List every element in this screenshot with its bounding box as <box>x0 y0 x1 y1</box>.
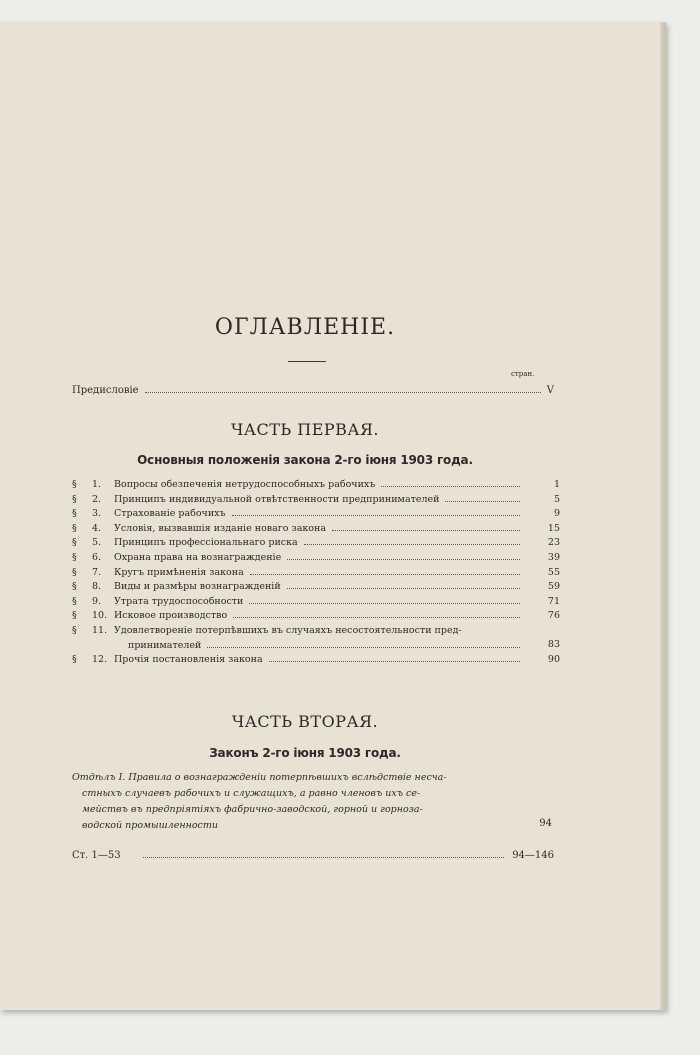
toc-page: 83 <box>547 639 560 651</box>
toc-item <box>72 522 560 537</box>
toc-page: 55 <box>547 566 560 578</box>
toc-item <box>72 653 560 668</box>
leader-dots <box>145 392 541 393</box>
preface-page: V <box>546 385 554 396</box>
part2-note <box>72 770 472 834</box>
articles-pages: 94—146 <box>512 850 554 861</box>
articles-label: Ст. 1—53 <box>72 850 121 861</box>
section-sign: § <box>72 610 77 622</box>
leader-dots <box>249 603 520 604</box>
toc-item <box>72 609 560 624</box>
preface-row <box>72 385 554 396</box>
leader-dots <box>269 661 520 662</box>
toc-item <box>72 624 560 653</box>
page-column-header: стран. <box>511 370 535 378</box>
toc-label: Принципъ индивидуальной отвѣтственности предпринимателей <box>114 493 440 505</box>
section-sign: § <box>72 581 77 593</box>
section-sign: § <box>72 551 77 563</box>
toc-page: 71 <box>547 595 560 607</box>
toc-page: 39 <box>547 551 560 563</box>
section-sign: § <box>72 653 77 665</box>
toc-num: 7. <box>92 566 102 578</box>
toc-page: 59 <box>547 581 560 593</box>
section-sign: § <box>72 508 77 520</box>
section-sign: § <box>72 537 77 549</box>
note-page: 94 <box>539 818 552 829</box>
toc-num: 6. <box>92 551 102 563</box>
note-line: мействъ въ предпріятіяхъ фабрично-заводской, горной и горноза- <box>82 804 423 815</box>
toc-num: 9. <box>92 595 102 607</box>
toc-label: Исковое производство <box>114 610 228 622</box>
leader-dots <box>332 530 520 531</box>
toc-num: 5. <box>92 537 102 549</box>
toc-item <box>72 580 560 595</box>
toc-page: 1 <box>553 479 560 490</box>
toc-page: 9 <box>553 508 560 520</box>
toc-page: 15 <box>547 522 560 534</box>
toc-label: Виды и размѣры вознагражденій <box>114 581 281 593</box>
note-line: стныхъ случаевъ рабочихъ и служащихъ, а равно членовъ ихъ се- <box>82 788 421 799</box>
preface-label: Предисловіе <box>72 385 139 396</box>
toc-item <box>72 536 560 551</box>
toc-page: 76 <box>547 610 560 622</box>
toc-label: Удовлетвореніе потерпѣвшихъ въ случаяхъ несостоятельности пред- <box>114 624 462 636</box>
toc-label-continued: принимателей <box>128 639 202 651</box>
note-line: водской промышленности <box>82 820 219 831</box>
leader-dots <box>304 544 520 545</box>
leader-dots <box>207 647 520 648</box>
part2-subtitle: Законъ 2-го іюня 1903 года. <box>209 746 401 760</box>
toc-page: 90 <box>547 653 560 665</box>
section-sign: § <box>72 566 77 578</box>
leader-dots <box>287 588 520 589</box>
toc-label: Охрана права на вознагражденіе <box>114 551 282 563</box>
leader-dots <box>445 501 520 502</box>
leader-dots <box>233 617 520 618</box>
toc-num: 4. <box>92 522 102 534</box>
part1-toc <box>72 478 560 668</box>
toc-label: Прочія постановленія закона <box>114 653 263 665</box>
toc-item <box>72 478 560 493</box>
leader-dots <box>232 515 520 516</box>
toc-num: 11. <box>92 624 108 636</box>
toc-page: 5 <box>553 493 560 505</box>
toc-label: Утрата трудоспособности <box>114 595 244 607</box>
toc-label: Страхованіе рабочихъ <box>114 508 226 520</box>
toc-num: 1. <box>92 479 102 490</box>
leader-dots <box>250 574 520 575</box>
section-sign: § <box>72 624 77 636</box>
toc-num: 3. <box>92 508 102 520</box>
toc-num: 10. <box>92 610 108 622</box>
toc-item <box>72 595 560 610</box>
toc-label: Вопросы обезпеченія нетрудоспособныхъ рабочихъ <box>114 479 376 490</box>
page-title: ОГЛАВЛЕНІЕ. <box>214 315 396 340</box>
articles-row <box>72 850 554 861</box>
title-rule <box>288 361 326 362</box>
toc-page: 23 <box>547 537 560 549</box>
toc-num: 12. <box>92 653 108 665</box>
part1-subtitle: Основныя положенія закона 2-го іюня 1903 года. <box>137 453 473 467</box>
part1-title: ЧАСТЬ ПЕРВАЯ. <box>230 420 380 439</box>
toc-num: 8. <box>92 581 102 593</box>
toc-label: Условія, вызвавшія изданіе новаго закона <box>114 522 327 534</box>
toc-label: Принципъ профессіональнаго риска <box>114 537 298 549</box>
section-sign: § <box>72 595 77 607</box>
part2-title: ЧАСТЬ ВТОРАЯ. <box>231 712 379 731</box>
toc-item <box>72 551 560 566</box>
toc-item <box>72 507 560 522</box>
section-sign: § <box>72 479 77 490</box>
toc-item <box>72 493 560 508</box>
leader-dots <box>381 486 520 487</box>
leader-dots <box>287 559 520 560</box>
note-line: Отдѣлъ I. Правила о вознагражденіи потерпѣвшихъ вслѣдствіе несча- <box>72 772 447 783</box>
leader-dots <box>143 857 505 858</box>
section-sign: § <box>72 522 77 534</box>
toc-label: Кругъ примѣненія закона <box>114 566 244 578</box>
section-sign: § <box>72 493 77 505</box>
toc-item <box>72 566 560 581</box>
toc-num: 2. <box>92 493 102 505</box>
